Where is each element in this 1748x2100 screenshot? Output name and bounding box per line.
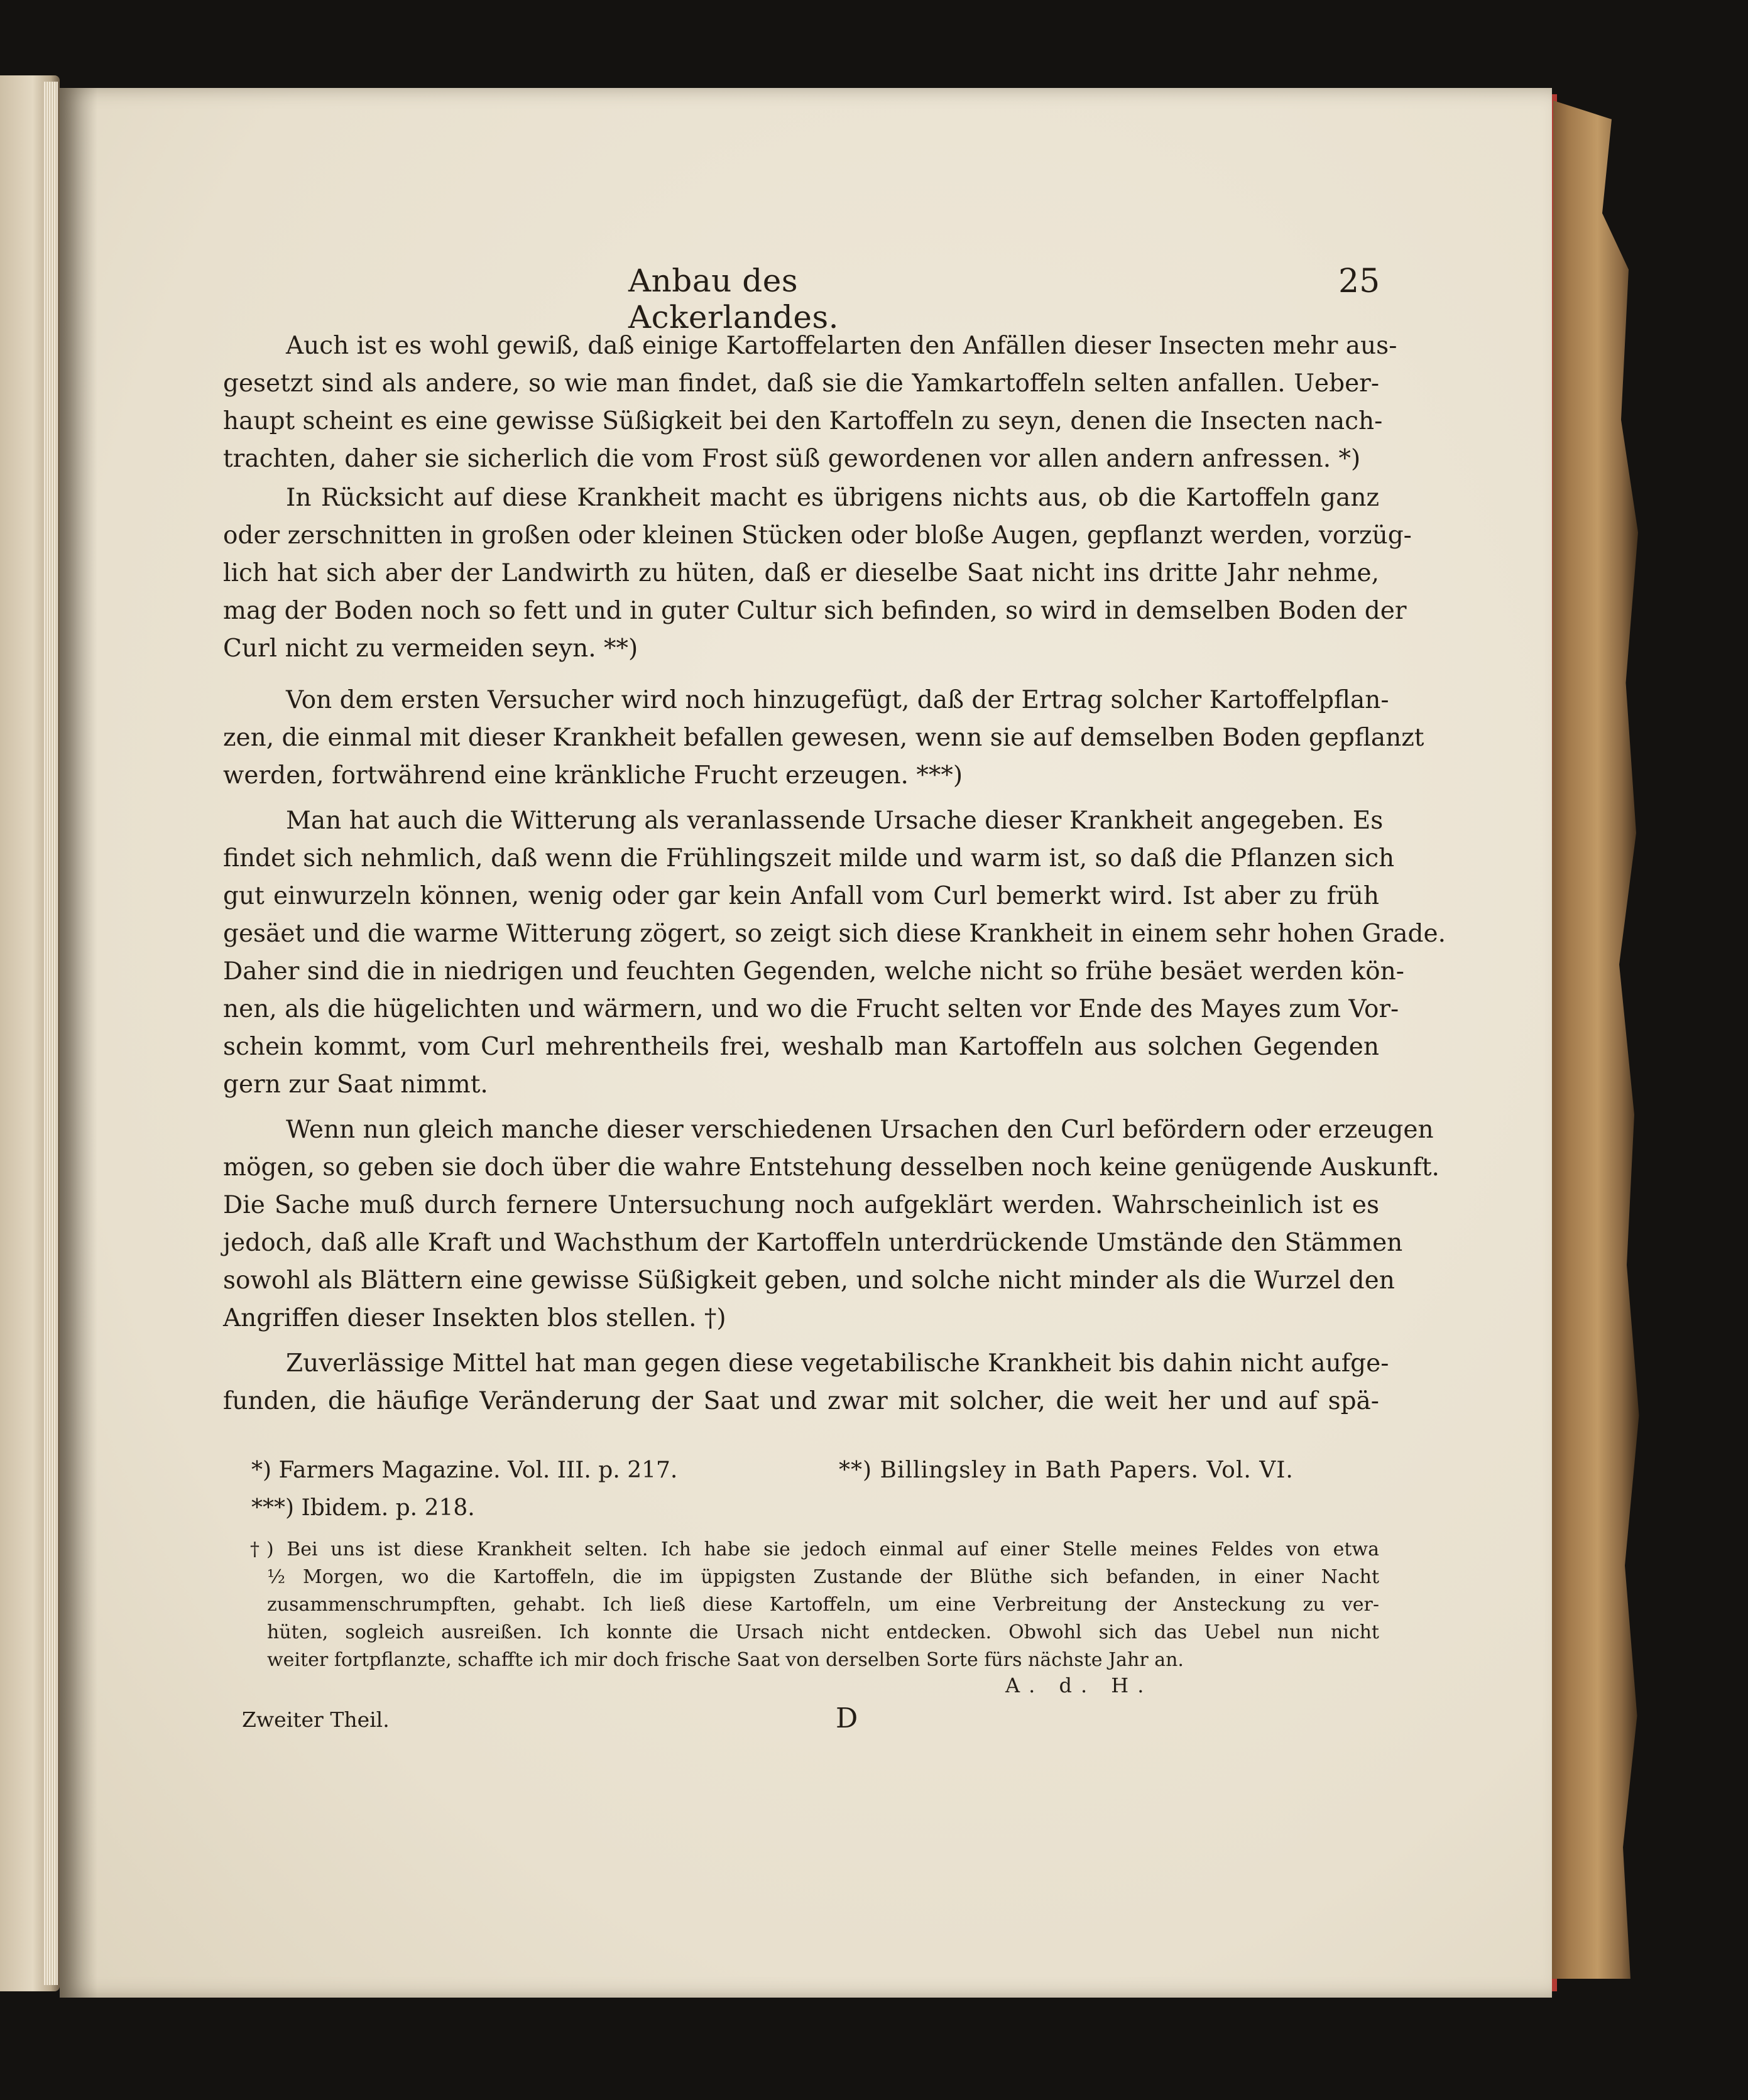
body-line: Wenn nun gleich manche dieser verschiedenen Ursachen den Curl befördern oder erzeugen [286, 1116, 1434, 1144]
body-line: funden, die häufige Veränderung der Saat und zwar mit solcher, die weit her und auf spä- [223, 1387, 1379, 1415]
running-head: Anbau des Ackerlandes. [628, 263, 839, 335]
footnote-4-line: zusammenschrumpften, gehabt. Ich ließ diese Kartoffeln, um eine Verbreitung der Ansteckung zu ver- [267, 1594, 1379, 1616]
body-line: mögen, so geben sie doch über die wahre Entstehung desselben noch keine genügende Auskunft. [223, 1153, 1439, 1182]
footnote-4-line: weiter fortpflanzte, schaffte ich mir doch frische Saat von derselben Sorte fürs nächste Jahr an. [267, 1649, 1184, 1671]
gutter-shadow [60, 88, 97, 1998]
page-stack-edges [44, 82, 58, 1985]
signature-mark: D [836, 1702, 858, 1734]
body-line: Curl nicht zu vermeiden seyn. **) [223, 634, 638, 663]
body-line: Daher sind die in niedrigen und feuchten Gegenden, welche nicht so frühe besäet werden kön- [223, 957, 1404, 986]
body-line: nen, als die hügelichten und wärmern, und wo die Frucht selten vor Ende des Mayes zum Vor- [223, 995, 1399, 1023]
footnote-2: **) Billingsley in Bath Papers. Vol. VI. [839, 1457, 1294, 1483]
damaged-cover-board [1546, 101, 1640, 1979]
body-line: haupt scheint es eine gewisse Süßigkeit bei den Kartoffeln zu seyn, denen die Insecten nach- [223, 407, 1383, 435]
body-line: gesäet und die warme Witterung zögert, so zeigt sich diese Krankheit in einem sehr hohen Grade. [223, 920, 1446, 948]
body-line: In Rücksicht auf diese Krankheit macht es übrigens nichts aus, ob die Kartoffeln ganz [286, 484, 1379, 512]
body-line: schein kommt, vom Curl mehrentheils frei, weshalb man Kartoffeln aus solchen Gegenden [223, 1033, 1379, 1061]
page-number: 25 [1338, 263, 1380, 300]
body-line: gesetzt sind als andere, so wie man findet, daß sie die Yamkartoffeln selten anfallen. Ueber- [223, 369, 1379, 398]
body-line: Die Sache muß durch fernere Untersuchung noch aufgeklärt werden. Wahrscheinlich ist es [223, 1191, 1379, 1219]
body-line: Man hat auch die Witterung als veranlassende Ursache dieser Krankheit angegeben. Es [286, 807, 1384, 835]
body-line: Auch ist es wohl gewiß, daß einige Kartoffelarten den Anfällen dieser Insecten mehr aus- [286, 332, 1397, 360]
body-line: jedoch, daß alle Kraft und Wachsthum der Kartoffeln unterdrückende Umstände den Stämmen [223, 1229, 1403, 1257]
body-line: Angriffen dieser Insekten blos stellen. †) [223, 1304, 726, 1332]
body-line: mag der Boden noch so fett und in guter Cultur sich befinden, so wird in demselben Boden der [223, 597, 1407, 625]
body-line: gern zur Saat nimmt. [223, 1070, 488, 1099]
body-line: werden, fortwährend eine kränkliche Frucht erzeugen. ***) [223, 761, 963, 790]
body-line: oder zerschnitten in großen oder kleinen Stücken oder bloße Augen, gepflanzt werden, vorzüg- [223, 521, 1412, 550]
body-line: Von dem ersten Versucher wird noch hinzugefügt, daß der Ertrag solcher Kartoffelpflan- [286, 686, 1389, 714]
footnote-4-signature: A. d. H. [1005, 1673, 1153, 1697]
footnote-1: *) Farmers Magazine. Vol. III. p. 217. [251, 1457, 678, 1483]
body-line: zen, die einmal mit dieser Krankheit befallen gewesen, wenn sie auf demselben Boden gepflanzt [223, 724, 1424, 752]
body-line: lich hat sich aber der Landwirth zu hüten, daß er dieselbe Saat nicht ins dritte Jahr nehme, [223, 559, 1379, 587]
body-line: sowohl als Blättern eine gewisse Süßigkeit geben, und solche nicht minder als die Wurzel den [223, 1266, 1395, 1295]
volume-label: Zweiter Theil. [242, 1707, 390, 1732]
body-line: gut einwurzeln können, wenig oder gar kein Anfall vom Curl bemerkt wird. Ist aber zu früh [223, 882, 1379, 910]
footnote-4-line: †) Bei uns ist diese Krankheit selten. Ich habe sie jedoch einmal auf einer Stelle meines Feldes von etwa [250, 1538, 1379, 1560]
footnote-4-line: ½ Morgen, wo die Kartoffeln, die im üppigsten Zustande der Blüthe sich befanden, in einer Nacht [267, 1566, 1379, 1588]
body-line: Zuverlässige Mittel hat man gegen diese vegetabilische Krankheit bis dahin nicht aufge- [286, 1349, 1389, 1378]
footnote-3: ***) Ibidem. p. 218. [251, 1495, 475, 1521]
body-line: findet sich nehmlich, daß wenn die Frühlingszeit milde und warm ist, so daß die Pflanzen sich [223, 844, 1395, 873]
body-line: trachten, daher sie sicherlich die vom Frost süß gewordenen vor allen andern anfressen. *) [223, 445, 1361, 473]
footnote-4-line: hüten, sogleich ausreißen. Ich konnte die Ursach nicht entdecken. Obwohl sich das Uebel nun nicht [267, 1621, 1379, 1643]
